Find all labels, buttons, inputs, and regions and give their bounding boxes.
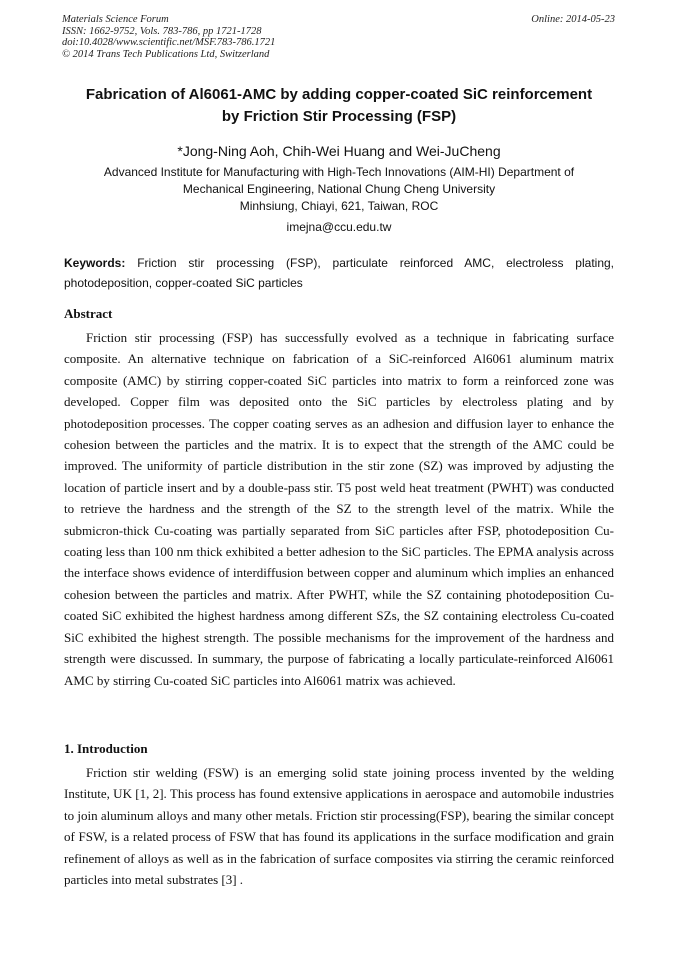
affiliation-line-2: Mechanical Engineering, National Chung Cheng University: [182, 182, 496, 196]
running-header: [62, 14, 615, 60]
title-line-2: by Friction Stir Processing (FSP): [221, 108, 457, 125]
issn-line: ISSN: 1662-9752, Vols. 783-786, pp 1721-1728: [62, 25, 262, 37]
affiliation-line-3: Minhsiung, Chiayi, 621, Taiwan, ROC: [239, 199, 439, 213]
paper-title: [40, 84, 638, 128]
affiliation: [30, 164, 648, 215]
contact-email: imejna@ccu.edu.tw: [286, 220, 392, 234]
copyright-line: © 2014 Trans Tech Publications Ltd, Switzerland: [62, 48, 270, 60]
introduction-heading: 1. Introduction: [64, 741, 148, 756]
abstract-heading: Abstract: [64, 306, 113, 321]
keywords-text: Friction stir processing (FSP), particulate reinforced AMC, electroless plating, photodeposition, copper-coated SiC particles: [64, 256, 614, 290]
author-list: *Jong-Ning Aoh, Chih-Wei Huang and Wei-JuCheng: [177, 143, 501, 159]
doi-line: doi:10.4028/www.scientific.net/MSF.783-786.1721: [62, 37, 276, 48]
affiliation-line-1: Advanced Institute for Manufacturing with High-Tech Innovations (AIM-HI) Department of: [103, 165, 575, 179]
introduction-text: Friction stir welding (FSW) is an emerging solid state joining process invented by the welding Institute, UK [1, 2]. This process has found extensive applications in aerospace and automobile industries to join aluminum alloys and many other metals. Friction stir processing(FSP), bearing the similar concept of FSW, is a related process of FSW that has found its applications in the surface modification and grain refinement of alloys as well as in the fabrication of surface composites via stirring the ceramic reinforced particles into metal substrates [3] .: [64, 765, 614, 888]
abstract-text: Friction stir processing (FSP) has successfully evolved as a technique in fabricating surface composite. An alternative technique on fabrication of a SiC-reinforced Al6061 aluminum matrix composite (AMC) by stirring copper-coated SiC particles into matrix to form a reinforced zone was developed. Copper film was deposited onto the SiC particles by electroless plating and by photodeposition processes. The copper coating serves as an adhesion and diffusion layer to enhance the cohesion between the particles and the matrix. It is to expect that the strength of the AMC could be improved. The uniformity of particle distribution in the stir zone (SZ) was improved by adjusting the location of particle insert and by a double-pass stir. T5 post weld heat treatment (PWHT) was conducted to retrieve the hardness and the strength of the SZ to the strength level of the matrix. While the submicron-thick Cu-coating was partially separated from SiC particles after FSP, photodeposition Cu-coating less than 100 nm thick exhibited a better adhesion to the SiC particles. The EPMA analysis across the interface shows evidence of interdiffusion between copper and aluminum which implies an enhanced cohesion between the particles and matrix. After PWHT, while the SZ containing photodeposition Cu-coated SiC exhibited the highest hardness among different SZs, the SZ containing electroless Cu-coated SiC exhibited the highest strength. The possible mechanisms for the improvement of the hardness and strength were discussed. In summary, the purpose of fabricating a locally particulate-reinforced Al6061 AMC by stirring Cu-coated SiC particles into Al6061 matrix was achieved.: [64, 330, 614, 688]
journal-name: Materials Science Forum: [62, 14, 169, 25]
title-line-1: Fabrication of Al6061-AMC by adding copper-coated SiC reinforcement: [85, 86, 593, 103]
keywords-label: Keywords:: [64, 256, 126, 270]
keywords: [64, 253, 614, 293]
online-date: Online: 2014-05-23: [531, 14, 615, 25]
